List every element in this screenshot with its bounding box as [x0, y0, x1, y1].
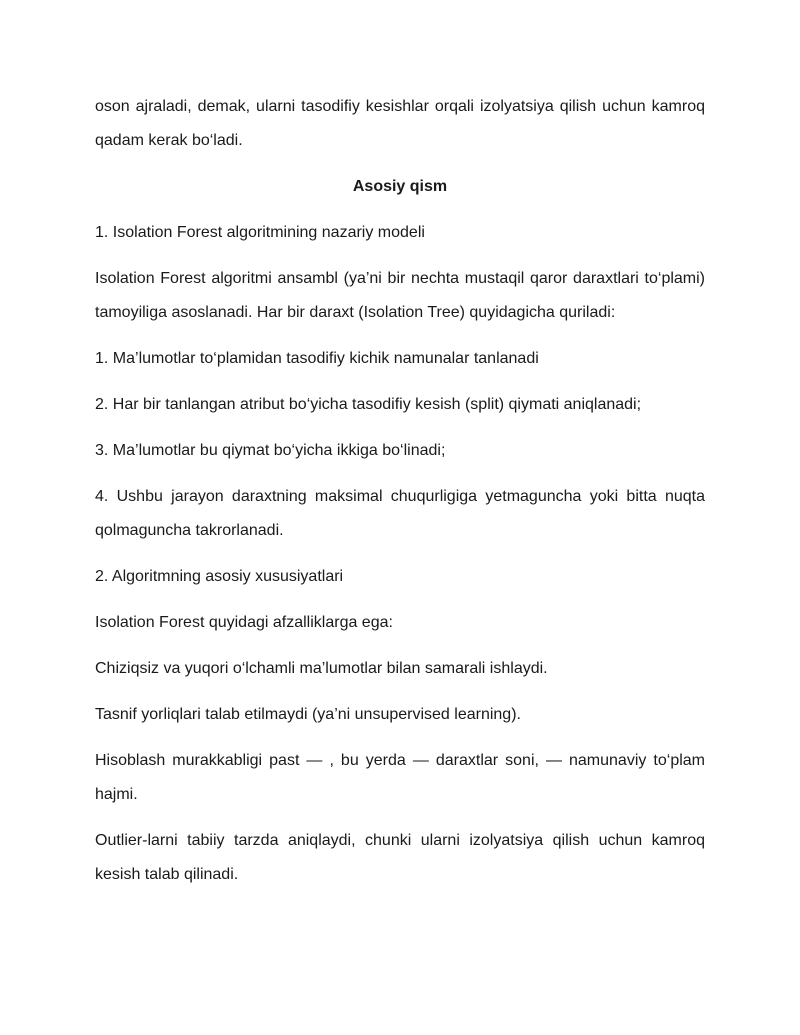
subsection-title-2: 2. Algoritmning asosiy xususiyatlari [95, 568, 344, 585]
paragraph-model-description: Isolation Forest algoritmi ansambl (ya’ni bir nechta mustaqil qaror daraxtlari to‘plami) tamoyiliga asoslanadi. Har bir daraxt (Isolation Tree) quyidagicha quriladi: [95, 270, 705, 321]
step-item-4: 4. Ushbu jarayon daraxtning maksimal chuqurligiga yetmaguncha yoki bitta nuqta qolmaguncha takrorlanadi. [95, 488, 705, 539]
paragraph-intro-continuation: oson ajraladi, demak, ularni tasodifiy kesishlar orqali izolyatsiya qilish uchun kamroq qadam kerak bo‘ladi. [95, 98, 705, 149]
section-heading: Asosiy qism [352, 178, 448, 195]
feature-item-2: Tasnif yorliqlari talab etilmaydi (ya’ni unsupervised learning). [95, 706, 521, 723]
step-item-3: 3. Ma’lumotlar bu qiymat bo‘yicha ikkiga bo‘linadi; [95, 442, 446, 459]
feature-item-3: Hisoblash murakkabligi past — , bu yerda — daraxtlar soni, — namunaviy to‘plam hajmi. [95, 752, 705, 803]
feature-item-4: Outlier-larni tabiiy tarzda aniqlaydi, chunki ularni izolyatsiya qilish uchun kamroq kesish talab qilinadi. [95, 832, 705, 883]
subsection-title-1: 1. Isolation Forest algoritmining nazariy modeli [95, 224, 425, 241]
document-page [95, 90, 705, 904]
paragraph-advantages-intro: Isolation Forest quyidagi afzalliklarga ega: [95, 614, 393, 631]
feature-item-1: Chiziqsiz va yuqori o‘lchamli ma’lumotlar bilan samarali ishlaydi. [95, 660, 548, 677]
step-item-1: 1. Ma’lumotlar to‘plamidan tasodifiy kichik namunalar tanlanadi [95, 350, 539, 367]
step-item-2: 2. Har bir tanlangan atribut bo‘yicha tasodifiy kesish (split) qiymati aniqlanadi; [95, 396, 642, 413]
